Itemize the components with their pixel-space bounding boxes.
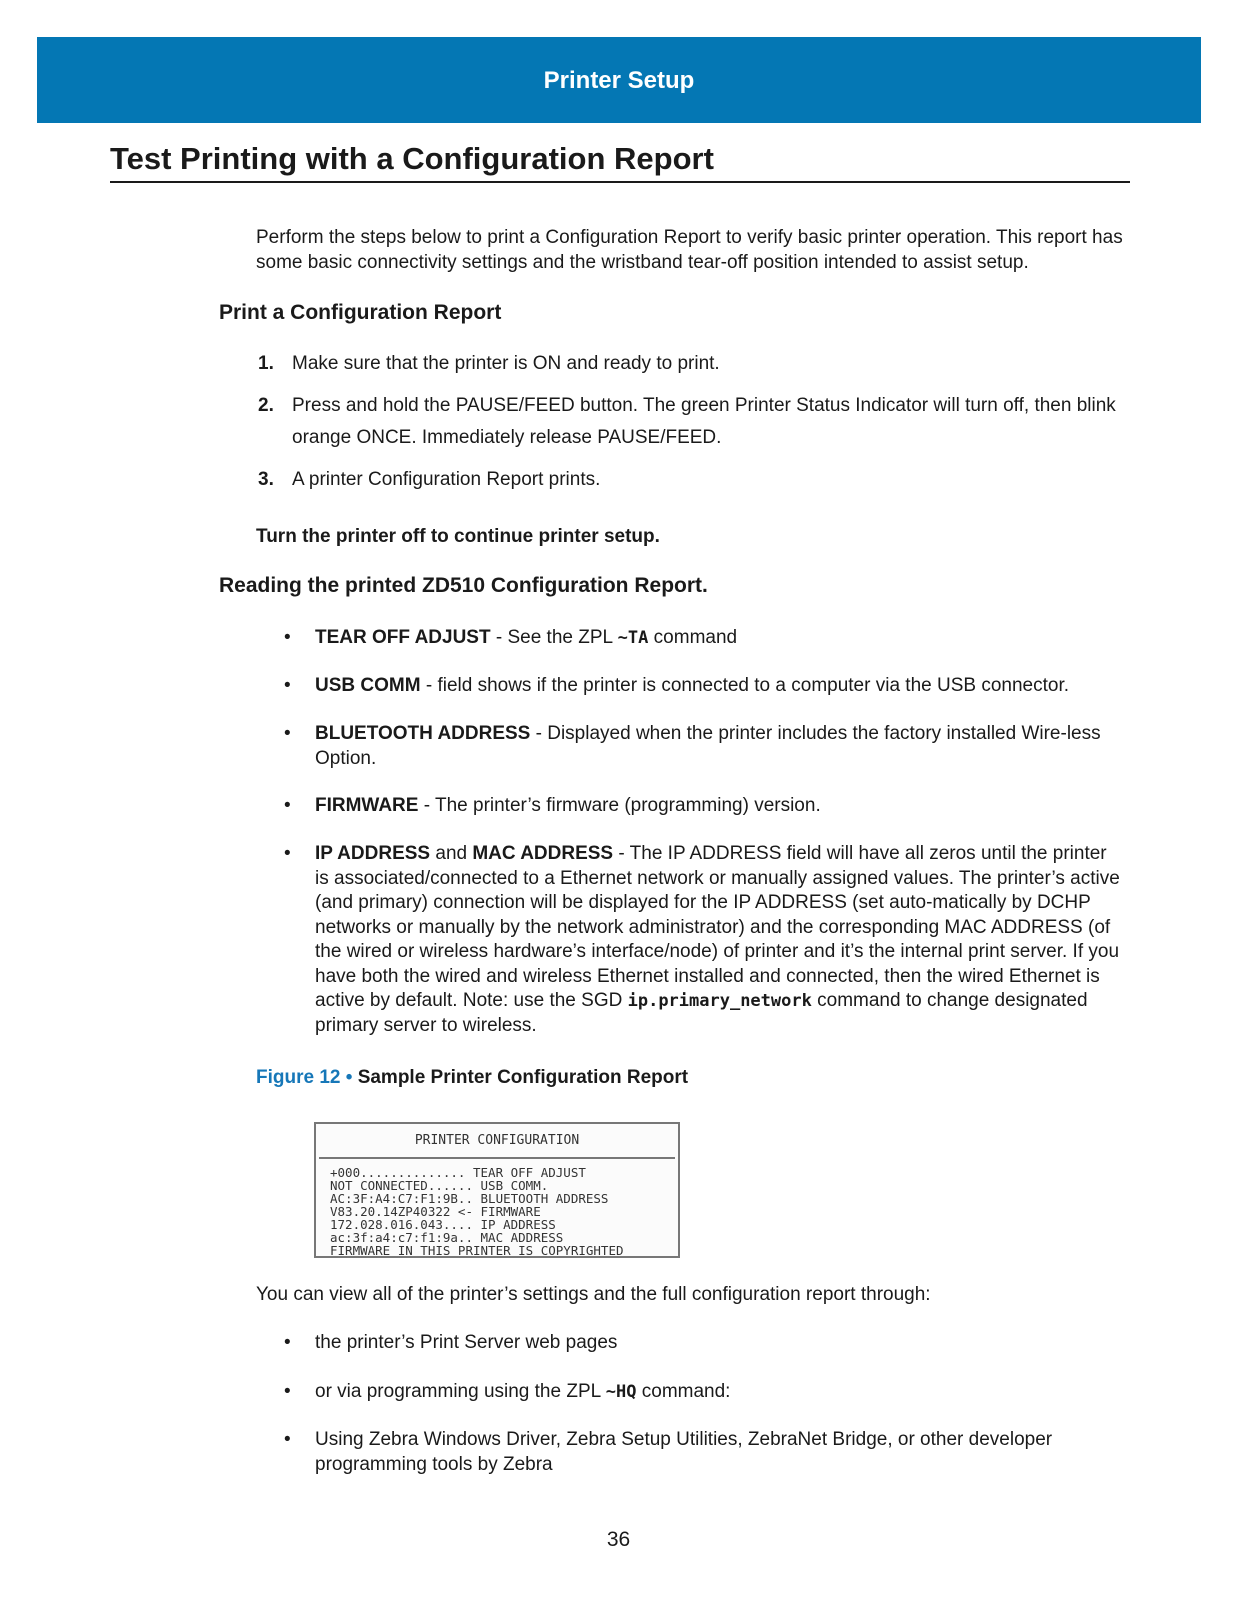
list-item: [284, 794, 1124, 819]
code: ~HQ: [605, 1382, 637, 1402]
list-item: [284, 626, 1124, 651]
report-line: 172.028.016.043.... IP ADDRESS: [330, 1217, 556, 1232]
step-item: [258, 390, 1138, 454]
bullet-icon: •: [284, 1429, 291, 1450]
step-number: 3.: [258, 469, 274, 490]
code: ip.primary_network: [627, 991, 812, 1011]
bullet-icon: •: [284, 675, 291, 696]
figure-title: Sample Printer Configuration Report: [357, 1067, 689, 1088]
description-end: command:: [636, 1381, 731, 1402]
description: - field shows if the printer is connected to a computer via the USB connector.: [420, 675, 1070, 696]
term: BLUETOOTH ADDRESS: [315, 723, 531, 744]
bullet-icon: •: [284, 1332, 291, 1353]
description: - Displayed when the printer includes the factory installed Wire-less Option.: [315, 723, 1101, 769]
report-line: FIRMWARE IN THIS PRINTER IS COPYRIGHTED: [330, 1243, 624, 1258]
description: - See the ZPL: [490, 627, 618, 648]
list-item: [284, 722, 1124, 771]
step-number: 2.: [258, 395, 274, 416]
bullet-icon: •: [284, 795, 291, 816]
banner-title: Printer Setup: [543, 67, 695, 94]
step-item: [258, 464, 1138, 496]
report-line: NOT CONNECTED...... USB COMM.: [330, 1178, 549, 1193]
description: the printer’s Print Server web pages: [315, 1332, 618, 1353]
section-heading-print-report: Print a Configuration Report: [219, 301, 502, 324]
step-text: A printer Configuration Report prints.: [292, 469, 601, 490]
configuration-report-image: [314, 1122, 680, 1258]
connector: and: [430, 843, 473, 864]
step-item: [258, 348, 1138, 380]
report-line: AC:3F:A4:C7:F1:9B.. BLUETOOTH ADDRESS: [330, 1191, 609, 1206]
report-title: PRINTER CONFIGURATION: [319, 1127, 675, 1159]
figure-label: Figure 12 •: [256, 1067, 353, 1088]
description-end: command: [648, 627, 738, 648]
bullet-icon: •: [284, 1381, 291, 1402]
intro-paragraph: Perform the steps below to print a Configuration Report to verify basic printer operation. This report has some basic connectivity settings and the wristband tear-off position intended to assist setup.: [256, 227, 1123, 273]
list-item: [284, 674, 1124, 699]
list-item: [284, 1380, 1124, 1405]
bullet-icon: •: [284, 627, 291, 648]
report-line: V83.20.14ZP40322 <- FIRMWARE: [330, 1204, 541, 1219]
term: IP ADDRESS: [315, 843, 431, 864]
list-item: [284, 842, 1124, 1038]
description: Using Zebra Windows Driver, Zebra Setup Utilities, ZebraNet Bridge, or other developer programming tools by Zebra: [315, 1429, 1053, 1475]
description: - The IP ADDRESS field will have all zeros until the printer is associated/connected to a Ethernet network or manually assigned values. The printer’s active (and primary) connection will be displayed for the IP ADDRESS (set auto-matically by DCHP networks or manually by the network administrator) and the corresponding MAC ADDRESS (of the wired or wireless hardware’s interface/node) of printer and it’s the internal print server. If you have both the wired and wireless Ethernet installed and connected, then the wired Ethernet is active by default. Note: use the SGD: [315, 843, 1120, 1011]
term: MAC ADDRESS: [472, 843, 614, 864]
term: TEAR OFF ADJUST: [315, 627, 491, 648]
page-title: Test Printing with a Configuration Report: [110, 141, 1130, 183]
figure-caption: [256, 1067, 688, 1089]
report-line: ac:3f:a4:c7:f1:9a.. MAC ADDRESS: [330, 1230, 564, 1245]
description: or via programming using the ZPL: [315, 1381, 606, 1402]
outro-paragraph: You can view all of the printer’s settings and the full configuration report through:: [256, 1284, 931, 1305]
note-text: Turn the printer off to continue printer setup.: [256, 526, 660, 547]
header-banner: [37, 37, 1201, 123]
code: ~TA: [617, 628, 649, 648]
term: USB COMM: [315, 675, 421, 696]
bullet-icon: •: [284, 843, 291, 864]
step-text: Press and hold the PAUSE/FEED button. The green Printer Status Indicator will turn off, then blink orange ONCE. Immediately release PAUSE/FEED.: [292, 395, 1116, 448]
list-item: [284, 1331, 1124, 1356]
term: FIRMWARE: [315, 795, 419, 816]
section-heading-reading-report: Reading the printed ZD510 Configuration Report.: [219, 574, 708, 597]
report-lines: [316, 1159, 678, 1257]
description-end: command to change designated primary server to wireless.: [315, 990, 1088, 1036]
report-line: +000.............. TEAR OFF ADJUST: [330, 1165, 586, 1180]
step-text: Make sure that the printer is ON and ready to print.: [292, 353, 720, 374]
step-number: 1.: [258, 353, 274, 374]
page-number: 36: [606, 1528, 631, 1551]
description: - The printer’s firmware (programming) version.: [418, 795, 821, 816]
list-item: [284, 1428, 1124, 1477]
bullet-icon: •: [284, 723, 291, 744]
